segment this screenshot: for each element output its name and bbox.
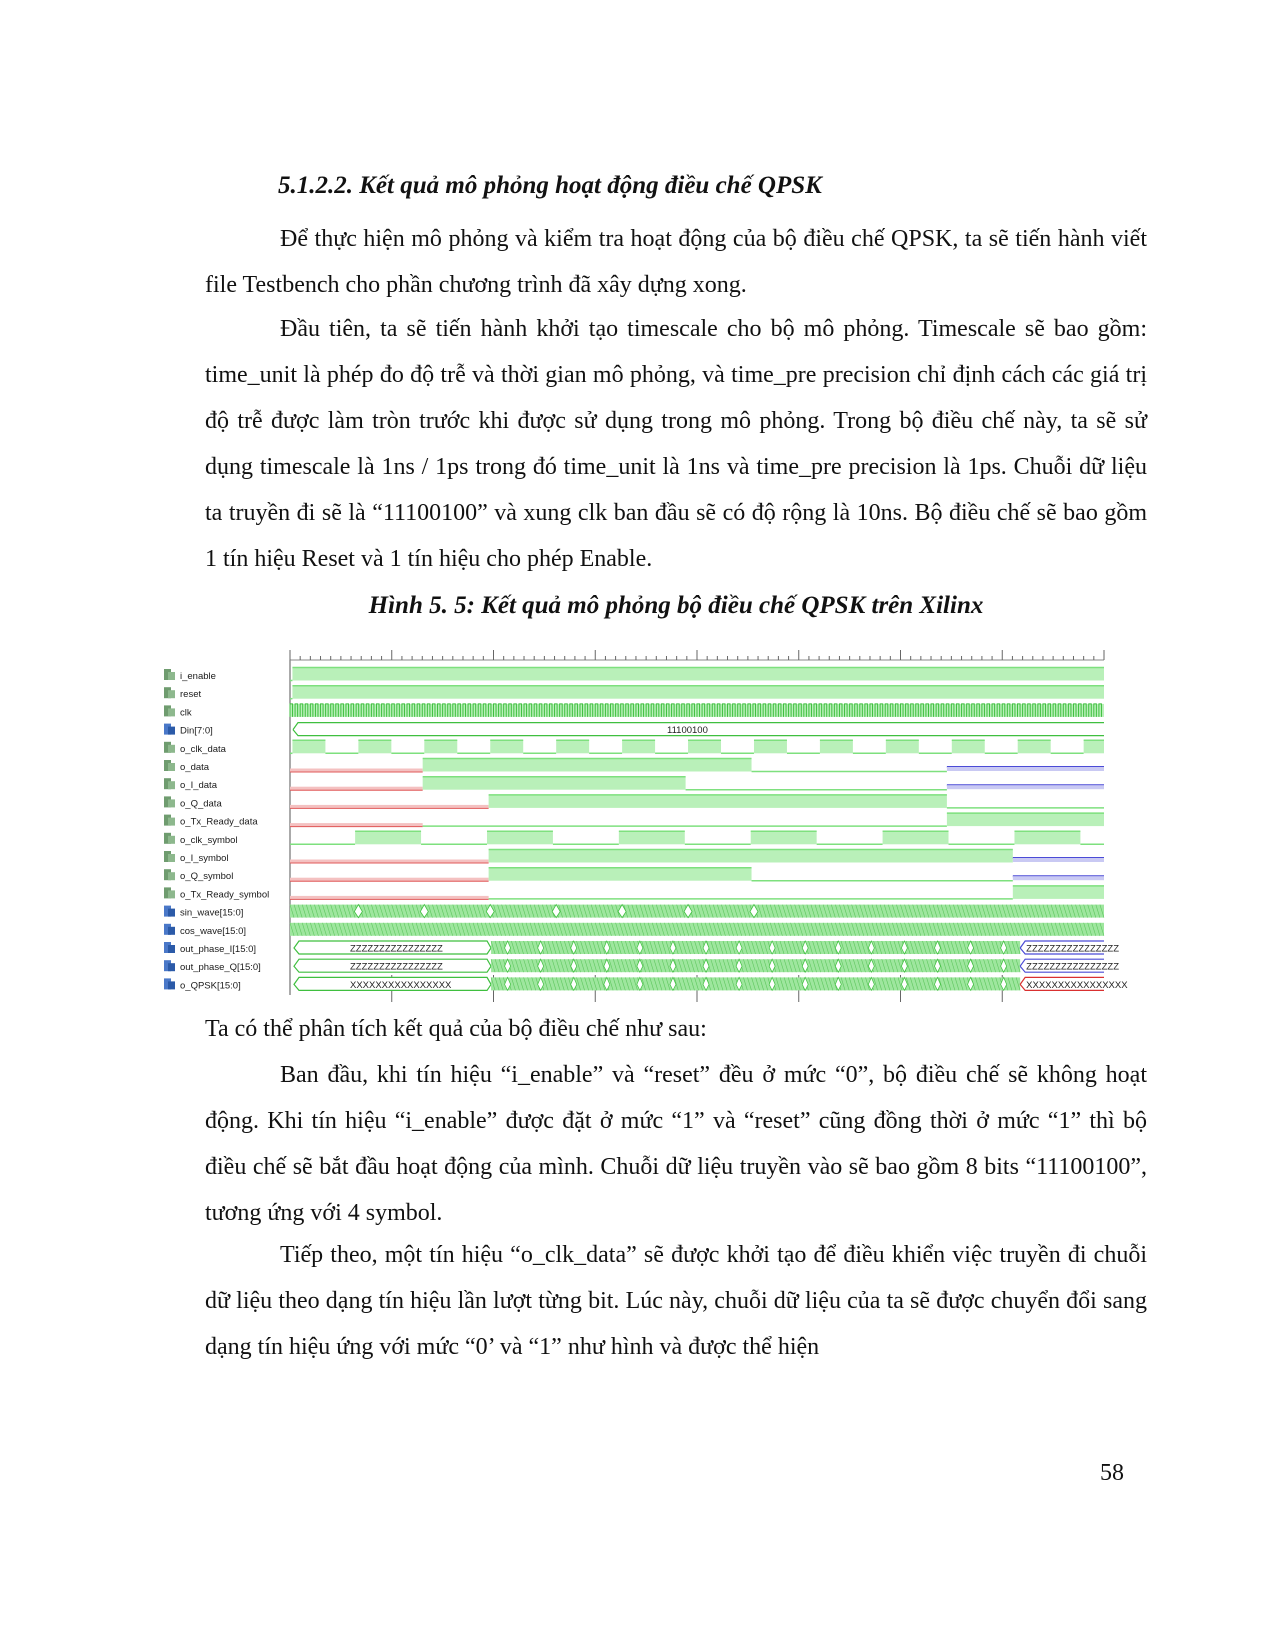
signal-name: o_clk_symbol — [180, 834, 238, 846]
bus-value: XXXXXXXXXXXXXXXX — [350, 979, 452, 991]
paragraph-analysis-1: Ban đầu, khi tín hiệu “i_enable” và “reset” đều ở mức “0”, bộ điều chế sẽ không hoạt động. Khi tín hiệu “i_enable” được đặt ở mức “1” và “reset” cũng đồng thời ở mức “1” thì bộ điều chế sẽ bắt đầu hoạt động của mình. Chuỗi dữ liệu truyền vào sẽ bao gồm 8 bits “11100100”, tương ứng với 4 symbol. — [205, 1062, 1147, 1226]
bit-signal-icon — [164, 796, 175, 807]
signal-name: out_phase_I[15:0] — [180, 944, 257, 955]
bus-signal-icon — [164, 960, 175, 971]
signal-name: cos_wave[15:0] — [180, 925, 247, 937]
paragraph-analysis-2: Tiếp theo, một tín hiệu “o_clk_data” sẽ được khởi tạo để điều khiển việc truyền đi chuỗi dữ liệu theo dạng tín hiệu lần lượt từng bit. Lúc này, chuỗi dữ liệu của ta sẽ được chuyển đổi sang dạng tín hiệu ứng với mức “0’ và “1” như hình và được thể hiện — [205, 1242, 1147, 1360]
signal-row — [164, 668, 1104, 683]
signal-row — [164, 686, 1104, 701]
signal-name: o_Tx_Ready_symbol — [180, 889, 270, 901]
waveform-figure — [160, 650, 1156, 1045]
bit-signal-icon — [164, 742, 175, 753]
bit-signal-icon — [164, 669, 175, 680]
signal-row — [164, 777, 1104, 792]
signal-name: Din[7:0] — [180, 725, 213, 737]
signal-row — [164, 868, 1104, 883]
paragraph-intro: Để thực hiện mô phỏng và kiểm tra hoạt động của bộ điều chế QPSK, ta sẽ tiến hành viết file Testbench cho phần chương trình đã xây dựng xong. — [205, 226, 1147, 298]
bus-value: ZZZZZZZZZZZZZZZZ — [1026, 961, 1120, 973]
section-heading: 5.1.2.2. Kết quả mô phỏng hoạt động điều chế QPSK — [278, 172, 822, 199]
bus-signal-icon — [164, 924, 175, 935]
signal-row — [164, 923, 1104, 937]
paragraph-analysis-intro: Ta có thể phân tích kết quả của bộ điều chế như sau: — [205, 1016, 707, 1042]
signal-row — [164, 723, 1104, 737]
signal-row — [164, 795, 1104, 810]
signal-row — [164, 850, 1104, 865]
signal-name: reset — [180, 689, 202, 701]
bit-signal-icon — [164, 851, 175, 862]
bit-signal-icon — [164, 760, 175, 771]
bit-signal-icon — [164, 833, 175, 844]
bit-signal-icon — [164, 687, 175, 698]
bus-value: 11100100 — [667, 725, 708, 737]
signal-name: out_phase_Q[15:0] — [180, 962, 261, 974]
bus-value: ZZZZZZZZZZZZZZZZ — [350, 943, 443, 955]
signal-name: o_Q_symbol — [180, 871, 234, 883]
bus-signal-icon — [164, 906, 175, 917]
signal-row — [164, 759, 1104, 774]
signal-name: o_QPSK[15:0] — [180, 980, 241, 992]
bit-signal-icon — [164, 887, 175, 898]
signal-row — [164, 886, 1104, 901]
signal-name: clk — [180, 707, 192, 719]
paragraph-timescale: Đầu tiên, ta sẽ tiến hành khởi tạo timescale cho bộ mô phỏng. Timescale sẽ bao gồm: time_unit là phép đo độ trễ và thời gian mô phỏng, và time_pre precision chỉ định cách các giá trị độ trễ được làm tròn trước khi được sử dụng trong mô phỏng. Trong bộ điều chế này, ta sẽ sử dụng timescale là 1ns / 1ps trong đó time_unit là 1ns và time_pre precision là 1ps. Chuỗi dữ liệu ta truyền đi sẽ là “11100100” và xung clk ban đầu sẽ có độ rộng là 10ns. Bộ điều chế sẽ bao gồm 1 tín hiệu Reset và 1 tín hiệu cho phép Enable. — [205, 316, 1147, 572]
bus-signal-icon — [164, 978, 175, 989]
signal-row — [164, 941, 1119, 955]
bus-signal-icon — [164, 942, 175, 953]
signal-row — [164, 704, 1104, 719]
signal-name: o_I_symbol — [180, 853, 229, 864]
signal-name: o_data — [180, 762, 210, 773]
signal-row — [164, 813, 1104, 828]
signal-name: o_I_data — [180, 780, 217, 792]
signal-name: o_Tx_Ready_data — [180, 816, 258, 828]
page-number: 58 — [1100, 1460, 1124, 1486]
signal-name: i_enable — [180, 671, 216, 682]
signal-row — [164, 831, 1104, 846]
signal-row — [164, 740, 1104, 755]
signal-row — [164, 905, 1104, 919]
bus-value: ZZZZZZZZZZZZZZZZ — [1026, 943, 1120, 955]
signal-name: sin_wave[15:0] — [180, 907, 244, 919]
bit-signal-icon — [164, 778, 175, 789]
bit-signal-icon — [164, 815, 175, 826]
signal-name: o_Q_data — [180, 798, 222, 810]
bus-value: ZZZZZZZZZZZZZZZZ — [350, 961, 443, 973]
signal-row — [164, 977, 1128, 991]
figure-caption: Hình 5. 5: Kết quả mô phỏng bộ điều chế QPSK trên Xilinx — [368, 592, 984, 619]
signal-name: o_clk_data — [180, 743, 226, 755]
bus-signal-icon — [164, 724, 175, 735]
bit-signal-icon — [164, 869, 175, 880]
bit-signal-icon — [164, 705, 175, 716]
bus-value: XXXXXXXXXXXXXXXX — [1026, 979, 1128, 991]
signal-row — [164, 959, 1119, 973]
